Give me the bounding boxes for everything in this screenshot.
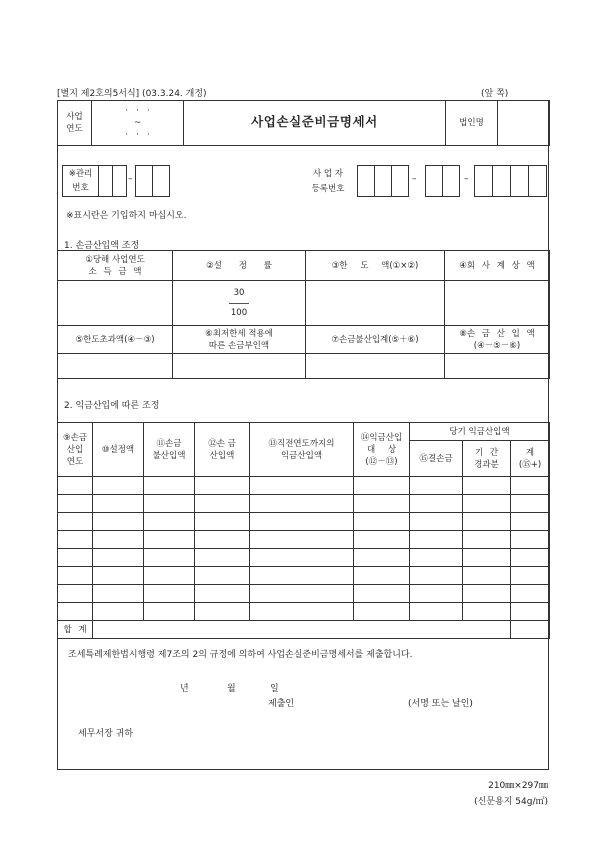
table-cell xyxy=(410,495,463,513)
table-cell xyxy=(58,603,93,621)
total-row xyxy=(58,621,550,639)
table-cell xyxy=(144,495,195,513)
excess-amount-header: ⑤한도초과액(④－③) xyxy=(58,326,173,354)
digit-box xyxy=(374,165,392,197)
table-cell xyxy=(463,549,511,567)
table-cell xyxy=(463,567,511,585)
header-text: 계 xyxy=(525,447,535,458)
reserve-amount-header: ⑩설정액 xyxy=(93,423,144,477)
table-row xyxy=(58,567,550,585)
table-cell xyxy=(195,495,250,513)
table-row xyxy=(58,354,550,379)
table-cell xyxy=(354,513,410,531)
table-cell xyxy=(410,513,463,531)
table-cell xyxy=(354,531,410,549)
table-cell xyxy=(93,567,144,585)
table-cell xyxy=(354,585,410,603)
table-cell xyxy=(354,567,410,585)
business-registration-boxes-2 xyxy=(425,165,460,197)
period-end-dots: · · · xyxy=(125,130,150,140)
table-cell xyxy=(93,495,144,513)
table-cell xyxy=(144,531,195,549)
signature-note: (서명 또는 날인) xyxy=(408,699,473,709)
header-text: (⑫－⑬) xyxy=(365,456,398,467)
page-side-label: (앞 쪽) xyxy=(481,89,509,99)
table-cell xyxy=(463,495,511,513)
table-cell xyxy=(58,495,93,513)
table-cell xyxy=(250,585,354,603)
digit-box xyxy=(152,165,170,197)
table-cell xyxy=(511,603,550,621)
business-year-label-line: 사업 xyxy=(66,112,83,122)
table-cell xyxy=(511,477,550,495)
prior-year-inclusion-header xyxy=(250,423,354,477)
table-cell xyxy=(58,549,93,567)
table-cell xyxy=(144,567,195,585)
business-registration-label-line: 사 업 자 xyxy=(312,169,344,179)
minimum-tax-disallowed-field xyxy=(173,354,306,379)
limit-amount-header: ③한 도 액(①×②) xyxy=(306,251,445,281)
table-header-row xyxy=(58,326,550,354)
table-cell xyxy=(410,585,463,603)
management-number-boxes-1 xyxy=(98,165,127,197)
section1-heading: 1. 손금산입액 조정 xyxy=(64,241,140,251)
digit-box xyxy=(528,165,547,197)
table-cell xyxy=(93,549,144,567)
submission-statement: 조세특례제한법시행령 제7조의 2의 규정에 의하여 사업손실준비금명세서를 제출합니다. xyxy=(68,650,413,660)
separator-dash: – xyxy=(128,174,133,184)
fraction-bar xyxy=(229,303,249,304)
table-header-row xyxy=(58,423,550,441)
table-cell xyxy=(250,531,354,549)
section2-heading: 2. 익금산입에 따른 조정 xyxy=(64,401,160,411)
deductible-amount-header xyxy=(445,326,550,354)
table-cell xyxy=(511,495,550,513)
table-cell xyxy=(58,513,93,531)
table-cell xyxy=(511,585,550,603)
business-registration-label-line: 등록번호 xyxy=(311,184,345,194)
sum-header xyxy=(511,441,550,477)
table-cell xyxy=(354,603,410,621)
paper-size-label: 210㎜×297㎜ xyxy=(488,781,548,791)
separator-dash: – xyxy=(412,174,417,184)
header-text: (⑮+) xyxy=(518,459,542,470)
table-cell xyxy=(58,567,93,585)
form-title: 사업손실준비금명세서 xyxy=(251,114,378,129)
business-registration-number-label xyxy=(306,167,350,197)
corp-name-field xyxy=(498,101,550,146)
table-cell xyxy=(93,603,144,621)
table-cell xyxy=(410,603,463,621)
limit-amount-field xyxy=(306,281,445,326)
table-row xyxy=(58,531,550,549)
table-row xyxy=(58,549,550,567)
header-text: ⑥최저한세 적용에 xyxy=(205,328,273,339)
submitter-label: 제출인 xyxy=(268,699,295,709)
form-header-row xyxy=(58,101,550,146)
table-cell xyxy=(195,585,250,603)
header-text: 불산입액 xyxy=(152,450,186,461)
minimum-tax-disallowed-header xyxy=(173,326,306,354)
table-cell xyxy=(354,495,410,513)
header-text: 소 득 금 액 xyxy=(88,266,142,277)
table-cell xyxy=(144,603,195,621)
header-text: 경과분 xyxy=(474,459,499,470)
table-cell xyxy=(511,549,550,567)
deficit-header: ⑮결손금 xyxy=(410,441,463,477)
table-cell xyxy=(463,603,511,621)
table-cell xyxy=(410,531,463,549)
table-cell xyxy=(511,567,550,585)
table-row xyxy=(58,603,550,621)
business-registration-boxes-3 xyxy=(474,165,547,197)
header-text: ⑧손 금 산 입 액 xyxy=(459,328,535,339)
non-deductible-header xyxy=(144,423,195,477)
digit-box xyxy=(474,165,493,197)
table-cell xyxy=(195,549,250,567)
digit-box xyxy=(492,165,511,197)
header-text: 기 간 xyxy=(474,447,499,458)
deducted-amount-header xyxy=(195,423,250,477)
form-code-label: [별지 제2호의5서식] (03.3.24. 개정) xyxy=(57,89,207,99)
table-cell xyxy=(250,495,354,513)
digit-box xyxy=(357,165,375,197)
table-cell xyxy=(195,603,250,621)
business-year-period-field xyxy=(92,101,184,146)
table-cell xyxy=(250,513,354,531)
header-text: 산입액 xyxy=(209,450,235,461)
table-cell xyxy=(144,549,195,567)
header-text: 따른 손금부인액 xyxy=(208,340,270,351)
table-row xyxy=(58,477,550,495)
table-cell xyxy=(93,513,144,531)
date-day-label: 일 xyxy=(270,684,279,694)
management-number-label-line: ※관리 xyxy=(68,169,93,179)
form-header-table xyxy=(57,100,550,146)
period-tilde: ~ xyxy=(133,118,142,128)
setting-rate-value xyxy=(173,281,306,326)
table-cell xyxy=(58,531,93,549)
table-cell xyxy=(410,567,463,585)
table-cell xyxy=(195,477,250,495)
management-number-label xyxy=(62,165,99,197)
rate-denominator: 100 xyxy=(230,308,248,318)
income-amount-header xyxy=(58,251,173,281)
digit-box xyxy=(425,165,443,197)
table-cell xyxy=(511,513,550,531)
table-cell xyxy=(144,585,195,603)
total-label: 합 계 xyxy=(58,621,93,639)
digit-box xyxy=(442,165,460,197)
header-text: 연도 xyxy=(66,456,84,467)
header-text: 산입 xyxy=(66,444,84,455)
header-text: (④－⑤－⑥) xyxy=(473,340,521,351)
total-sum-field xyxy=(511,621,550,639)
non-deductible-total-field xyxy=(306,354,445,379)
table-header-row xyxy=(58,251,550,281)
period-start-dots: · · · xyxy=(125,106,150,116)
table-cell xyxy=(463,585,511,603)
excess-amount-field xyxy=(58,354,173,379)
inclusion-target-header xyxy=(354,423,410,477)
table-cell xyxy=(463,513,511,531)
corp-name-label: 법인명 xyxy=(446,101,498,146)
table-cell xyxy=(463,531,511,549)
header-text: 익금산입액 xyxy=(280,450,323,461)
digit-box xyxy=(510,165,529,197)
table-cell xyxy=(410,477,463,495)
deduction-year-header xyxy=(58,423,93,477)
business-year-label xyxy=(58,101,92,146)
digit-box xyxy=(391,165,409,197)
income-amount-field xyxy=(58,281,173,326)
header-text: ⑨손금 xyxy=(62,432,88,443)
table-cell xyxy=(354,477,410,495)
deductible-amount-field xyxy=(445,354,550,379)
table-cell xyxy=(250,603,354,621)
table-cell xyxy=(93,531,144,549)
loss-deduction-adjustment-table xyxy=(57,250,550,379)
table-cell xyxy=(354,549,410,567)
elapsed-period-header xyxy=(463,441,511,477)
company-recorded-amount-field xyxy=(445,281,550,326)
header-text: ⑫손 금 xyxy=(208,438,236,449)
business-year-label-line: 연도 xyxy=(66,124,83,134)
table-cell xyxy=(410,549,463,567)
table-row xyxy=(58,513,550,531)
rate-fraction xyxy=(173,287,305,319)
table-cell xyxy=(463,477,511,495)
table-cell xyxy=(93,585,144,603)
table-cell xyxy=(511,531,550,549)
table-cell xyxy=(195,513,250,531)
table-cell xyxy=(144,477,195,495)
table-cell xyxy=(195,531,250,549)
table-cell xyxy=(58,477,93,495)
instruction-note: ※표시란은 기입하지 마십시오. xyxy=(66,211,187,221)
table-cell xyxy=(195,567,250,585)
table-row xyxy=(58,281,550,326)
header-text: ⑭익금산입 xyxy=(360,432,403,443)
company-recorded-amount-header: ④회 사 계 상 액 xyxy=(445,251,550,281)
header-text: 대 상 xyxy=(366,444,397,455)
setting-rate-header: ②설 정 률 xyxy=(173,251,306,281)
table-cell xyxy=(250,549,354,567)
date-month-label: 월 xyxy=(227,684,236,694)
separator-dash: – xyxy=(464,174,469,184)
total-row-spacer xyxy=(93,621,511,639)
rate-numerator: 30 xyxy=(233,288,245,298)
non-deductible-total-header: ⑦손금불산입계(⑤＋⑥) xyxy=(306,326,445,354)
table-cell xyxy=(250,567,354,585)
header-text: ①당해 사업연도 xyxy=(85,254,145,265)
income-inclusion-adjustment-table xyxy=(57,422,550,639)
table-row xyxy=(58,585,550,603)
form-title-cell xyxy=(184,101,446,146)
paper-stock-label: (신문용지 54g/㎡) xyxy=(474,797,548,807)
header-text: ⑪손금 xyxy=(156,438,182,449)
digit-box xyxy=(98,165,113,197)
addressee-label: 세무서장 귀하 xyxy=(78,729,134,739)
table-cell xyxy=(58,585,93,603)
table-cell xyxy=(93,477,144,495)
table-cell xyxy=(250,477,354,495)
business-registration-boxes-1 xyxy=(357,165,409,197)
digit-box xyxy=(135,165,153,197)
current-year-inclusion-group-header: 당기 익금산입액 xyxy=(410,423,550,441)
digit-box xyxy=(112,165,127,197)
table-row xyxy=(58,495,550,513)
management-number-boxes-2 xyxy=(135,165,170,197)
table-cell xyxy=(144,513,195,531)
management-number-label-line: 번호 xyxy=(72,183,89,193)
date-year-label: 년 xyxy=(180,684,189,694)
header-text: ⑬직전연도까지의 xyxy=(268,438,335,449)
